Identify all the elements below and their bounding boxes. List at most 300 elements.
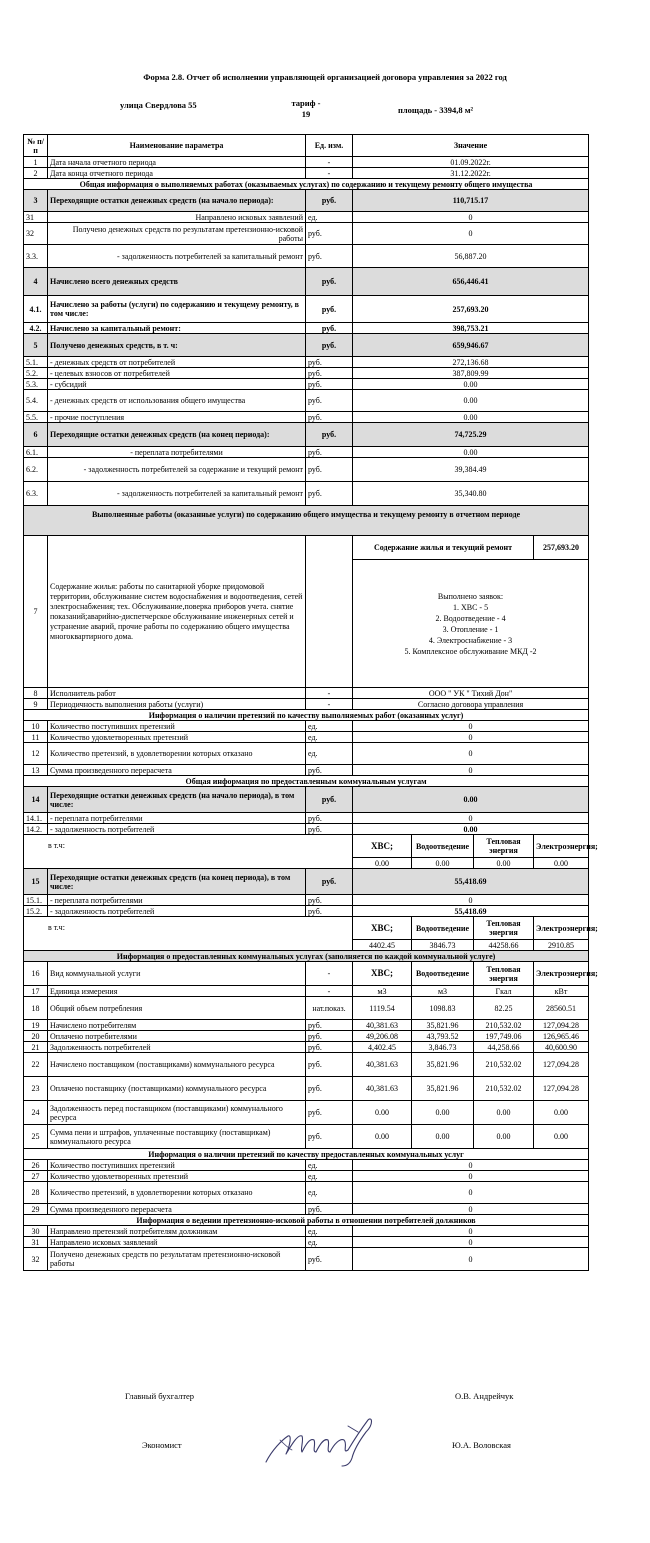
- service-header: Водоотведение: [412, 835, 474, 858]
- tarif-label: тариф -: [291, 98, 321, 108]
- row-unit: руб.: [306, 245, 353, 268]
- row-name: Переходящие остатки денежных средств (на конец периода):: [48, 423, 306, 447]
- row-num: 13: [24, 765, 48, 776]
- table-row: [24, 721, 589, 732]
- row-unit: руб.: [306, 895, 353, 906]
- row-num: 31: [24, 212, 48, 223]
- row-value: 0: [353, 1182, 589, 1204]
- row-value: 0: [353, 1226, 589, 1237]
- service-header: Электроэнергия;: [534, 835, 589, 858]
- row-value: 4,402.45: [353, 1042, 412, 1053]
- table-row: [24, 190, 589, 212]
- section-title: Общая информация о выполняемых работах (оказываемых услугах) по содержанию и текущему ремонту общего имущества: [24, 179, 589, 190]
- row-name: Начислено поставщиком (поставщиками) коммунального ресурса: [48, 1053, 306, 1077]
- tarif-value: 19: [301, 109, 311, 119]
- row-name: Переходящие остатки денежных средств (на начало периода):: [48, 190, 306, 212]
- table-row: [24, 962, 589, 986]
- row-name: - денежных средств от использования общего имущества: [48, 390, 306, 412]
- row-value: 0: [353, 1171, 589, 1182]
- row-unit: руб.: [306, 1042, 353, 1053]
- service-header: Тепловая энергия: [474, 962, 534, 986]
- row-name: Начислено потребителям: [48, 1020, 306, 1031]
- row-num: 24: [24, 1101, 48, 1125]
- row-name: Вид коммунальной услуги: [48, 962, 306, 986]
- row-num: 21: [24, 1042, 48, 1053]
- section-row: [24, 951, 589, 962]
- chief-accountant-role: Главный бухгалтер: [125, 1391, 195, 1401]
- row-value: 127,094.28: [534, 1077, 589, 1101]
- row-num: 32: [24, 223, 48, 245]
- row-value: 40,600.90: [534, 1042, 589, 1053]
- table-row: [24, 296, 589, 323]
- row-num: 12: [24, 743, 48, 765]
- row-name: Количество претензий, в удовлетворении которых отказано: [48, 743, 306, 765]
- service-header: ХВС;: [353, 917, 412, 940]
- row-unit: руб.: [306, 1125, 353, 1149]
- row-unit: руб.: [306, 423, 353, 447]
- row-num: 30: [24, 1226, 48, 1237]
- row-num: 14: [24, 787, 48, 813]
- row-name: Сумма произведенного перерасчета: [48, 765, 306, 776]
- service-header: Электроэнергия;: [534, 962, 589, 986]
- row-num: 4.1.: [24, 296, 48, 323]
- row-name: Задолженность перед поставщиком (поставщиками) коммунального ресурса: [48, 1101, 306, 1125]
- row-value: 0: [353, 1160, 589, 1171]
- row-num: 10: [24, 721, 48, 732]
- request-item: 5. Комплексное обслуживание МКД -2: [404, 646, 537, 656]
- row-value: 110,715.17: [353, 190, 589, 212]
- table-row: [24, 906, 589, 917]
- row-unit: руб.: [306, 390, 353, 412]
- row-num: 3: [24, 190, 48, 212]
- request-item: 1. ХВС - 5: [452, 602, 489, 612]
- works-head-value: 257,693.20: [534, 536, 589, 560]
- row-name: - задолженность потребителей за капитальный ремонт: [48, 245, 306, 268]
- row-unit: -: [306, 157, 353, 168]
- table-row: [24, 1160, 589, 1171]
- row-num: 15: [24, 869, 48, 895]
- table-row: [24, 917, 589, 940]
- row-value: 0.00: [412, 1125, 474, 1149]
- service-header: Водоотведение: [412, 917, 474, 940]
- row-unit: руб.: [306, 869, 353, 895]
- row-name: Получено денежных средств, в т. ч:: [48, 334, 306, 357]
- row-num: 31: [24, 1237, 48, 1248]
- row-num: 15.1.: [24, 895, 48, 906]
- row-unit: руб.: [306, 458, 353, 482]
- row-name: Количество удовлетворенных претензий: [48, 732, 306, 743]
- row-value: м3: [412, 986, 474, 997]
- row-name: Количество поступивших претензий: [48, 721, 306, 732]
- table-row: [24, 458, 589, 482]
- row-name: Начислено за работы (услуги) по содержанию и текущему ремонту, в том числе:: [48, 296, 306, 323]
- table-row: [24, 368, 589, 379]
- row-num: 7: [24, 536, 48, 688]
- row-num: 2: [24, 168, 48, 179]
- row-num: 6.2.: [24, 458, 48, 482]
- row-num: 28: [24, 1182, 48, 1204]
- table-row: [24, 1248, 589, 1271]
- service-value: 3846.73: [412, 940, 474, 951]
- row-unit: -: [306, 962, 353, 986]
- row-value: 55,418.69: [353, 906, 589, 917]
- col-name: Наименование параметра: [48, 135, 306, 157]
- col-value: Значение: [353, 135, 589, 157]
- row-value: 0.00: [353, 379, 589, 390]
- row-value: 257,693.20: [353, 296, 589, 323]
- row-value: 0: [353, 765, 589, 776]
- row-value: 272,136.68: [353, 357, 589, 368]
- row-value: 39,384.49: [353, 458, 589, 482]
- row-value: 0.00: [353, 787, 589, 813]
- row-unit: руб.: [306, 1248, 353, 1271]
- row-value: 01.09.2022г.: [353, 157, 589, 168]
- row-unit: руб.: [306, 268, 353, 296]
- handwritten-signature-icon: [262, 1410, 380, 1470]
- table-row: [24, 986, 589, 997]
- request-item: 3. Отопление - 1: [442, 624, 499, 634]
- row-value: 0.00: [353, 412, 589, 423]
- row-name: Оплачено потребителями: [48, 1031, 306, 1042]
- row-unit: ед.: [306, 1160, 353, 1171]
- row-num: 5.4.: [24, 390, 48, 412]
- row-unit: ед.: [306, 743, 353, 765]
- row-name: Количество удовлетворенных претензий: [48, 1171, 306, 1182]
- row-name: - прочие поступления: [48, 412, 306, 423]
- row-name: - субсидий: [48, 379, 306, 390]
- row-unit: руб.: [306, 906, 353, 917]
- row-name: - переплата потребителями: [48, 447, 306, 458]
- breakdown-label: в т.ч:: [24, 835, 353, 869]
- row-name: - переплата потребителями: [48, 895, 306, 906]
- report-table: [23, 134, 598, 1271]
- economist-role: Экономист: [142, 1440, 182, 1450]
- row-value: 35,821.96: [412, 1053, 474, 1077]
- service-header: Тепловая энергия: [474, 917, 534, 940]
- row-value: 31.12.2022г.: [353, 168, 589, 179]
- row-value: 0.00: [534, 1125, 589, 1149]
- service-value: 44258.66: [474, 940, 534, 951]
- section-row: [24, 776, 589, 787]
- table-row: [24, 688, 589, 699]
- row-value: 28560.51: [534, 997, 589, 1020]
- row-num: 14.1.: [24, 813, 48, 824]
- area: площадь - 3394,8 м²: [398, 105, 474, 115]
- row-value: ООО " УК " Тихий Дон": [353, 688, 589, 699]
- section-row: [24, 506, 589, 536]
- row-num: 1: [24, 157, 48, 168]
- row-unit: руб.: [306, 482, 353, 506]
- table-row: [24, 1077, 589, 1101]
- row-value: 387,809.99: [353, 368, 589, 379]
- row-value: 0: [353, 721, 589, 732]
- table-row: [24, 357, 589, 368]
- row-unit: руб.: [306, 357, 353, 368]
- row-value: 398,753.21: [353, 323, 589, 334]
- row-unit: ед.: [306, 1237, 353, 1248]
- row-value: 0: [353, 813, 589, 824]
- col-unit: Ед. изм.: [306, 135, 353, 157]
- row-num: 4.2.: [24, 323, 48, 334]
- row-num: 17: [24, 986, 48, 997]
- service-header: ХВС;: [353, 962, 412, 986]
- service-header: Тепловая энергия: [474, 835, 534, 858]
- table-row: [24, 447, 589, 458]
- table-row: [24, 1020, 589, 1031]
- row-value: 0.00: [353, 447, 589, 458]
- row-value: 0: [353, 223, 589, 245]
- row-unit: руб.: [306, 813, 353, 824]
- table-row: [24, 245, 589, 268]
- table-row: [24, 1182, 589, 1204]
- row-value: 210,532.02: [474, 1077, 534, 1101]
- table-row: [24, 765, 589, 776]
- table-row: [24, 699, 589, 710]
- row-name: Дата начала отчетного периода: [48, 157, 306, 168]
- row-value: 1119.54: [353, 997, 412, 1020]
- row-value: м3: [353, 986, 412, 997]
- row-value: 0.00: [474, 1125, 534, 1149]
- row-name: Направлено исковых заявлений: [48, 1237, 306, 1248]
- row-value: 49,206.08: [353, 1031, 412, 1042]
- row-value: 35,821.96: [412, 1077, 474, 1101]
- row-num: 16: [24, 962, 48, 986]
- col-num: № п/п: [24, 135, 48, 157]
- row-num: 3.3.: [24, 245, 48, 268]
- row-num: 23: [24, 1077, 48, 1101]
- table-row: [24, 334, 589, 357]
- tarif: [276, 98, 336, 120]
- row-unit: руб.: [306, 323, 353, 334]
- row-name: Получено денежных средств по результатам претензионно-исковой работы: [48, 223, 306, 245]
- row-unit: руб.: [306, 1077, 353, 1101]
- row-name: Содержание жилья: работы по санитарной уборке придомовой территории, обслуживание систем водоснабжения и водоотведения, сетей электроснабжения; тех. Обслуживание,поверка приборов учета. снятие показаний;аварийно-диспетчерское обслуживание инженерных сетей и устранение аварий, прочие работы по содержанию общего имущества многоквартирного дома.: [48, 536, 306, 688]
- row-unit: руб.: [306, 765, 353, 776]
- row-unit: руб.: [306, 1053, 353, 1077]
- row-num: 6.3.: [24, 482, 48, 506]
- chief-accountant-name: О.В. Андрейчук: [455, 1391, 514, 1401]
- table-row: [24, 743, 589, 765]
- row-num: 4: [24, 268, 48, 296]
- row-num: 11: [24, 732, 48, 743]
- row-unit: -: [306, 699, 353, 710]
- row-name: Переходящие остатки денежных средств (на конец периода), в том числе:: [48, 869, 306, 895]
- service-value: 0.00: [474, 858, 534, 869]
- row-name: Задолженность потребителей: [48, 1042, 306, 1053]
- row-value: 35,340.80: [353, 482, 589, 506]
- row-value: 43,793.52: [412, 1031, 474, 1042]
- table-row: [24, 732, 589, 743]
- row-num: 25: [24, 1125, 48, 1149]
- request-item: 2. Водоотведение - 4: [435, 613, 506, 623]
- table-row: [24, 869, 589, 895]
- row-value: 0.00: [353, 390, 589, 412]
- requests-title: Выполнено заявок:: [437, 591, 504, 601]
- service-value: 2910.85: [534, 940, 589, 951]
- row-value: 0: [353, 1237, 589, 1248]
- row-value: 127,094.28: [534, 1020, 589, 1031]
- row-num: 5.5.: [24, 412, 48, 423]
- service-value: 0.00: [353, 858, 412, 869]
- requests-cell: [353, 560, 589, 688]
- row-name: Дата конца отчетного периода: [48, 168, 306, 179]
- row-value: 197,749.06: [474, 1031, 534, 1042]
- row-unit: руб.: [306, 334, 353, 357]
- row-name: Количество поступивших претензий: [48, 1160, 306, 1171]
- row-num: 6: [24, 423, 48, 447]
- table-row: [24, 223, 589, 245]
- row-name: - задолженность потребителей: [48, 824, 306, 835]
- table-row: [24, 536, 589, 560]
- address: улица Свердлова 55: [120, 100, 197, 110]
- table-row: [24, 997, 589, 1020]
- table-row: [24, 323, 589, 334]
- row-value: 82.25: [474, 997, 534, 1020]
- row-name: - задолженность потребителей за капитальный ремонт: [48, 482, 306, 506]
- table-header-row: [24, 135, 589, 157]
- row-unit: -: [306, 986, 353, 997]
- row-num: 6.1.: [24, 447, 48, 458]
- table-row: [24, 1125, 589, 1149]
- row-num: 26: [24, 1160, 48, 1171]
- service-header: Электроэнергия;: [534, 917, 589, 940]
- row-value: 127,094.28: [534, 1053, 589, 1077]
- table-row: [24, 412, 589, 423]
- row-unit: руб.: [306, 824, 353, 835]
- table-row: [24, 1171, 589, 1182]
- section-title: Информация о наличии претензий по качеству выполняемых работ (оказанных услуг): [24, 710, 589, 721]
- row-name: Переходящие остатки денежных средств (на начало периода), в том числе:: [48, 787, 306, 813]
- table-row: [24, 390, 589, 412]
- row-unit: ед.: [306, 732, 353, 743]
- row-value: кВт: [534, 986, 589, 997]
- service-value: 0.00: [412, 858, 474, 869]
- section-title: Информация о предоставленных коммунальных услугах (заполняется по каждой коммунальной услуге): [24, 951, 589, 962]
- row-value: 0: [353, 743, 589, 765]
- row-unit: руб.: [306, 190, 353, 212]
- row-value: 0: [353, 1248, 589, 1271]
- row-num: 22: [24, 1053, 48, 1077]
- row-unit: ед.: [306, 721, 353, 732]
- table-row: [24, 1042, 589, 1053]
- row-value: 40,381.63: [353, 1053, 412, 1077]
- row-value: 0.00: [412, 1101, 474, 1125]
- row-name: - целевых взносов от потребителей: [48, 368, 306, 379]
- row-value: 55,418.69: [353, 869, 589, 895]
- row-num: 9: [24, 699, 48, 710]
- table-row: [24, 1101, 589, 1125]
- row-unit: руб.: [306, 787, 353, 813]
- row-value: 0: [353, 895, 589, 906]
- row-unit: [306, 536, 353, 688]
- section-row: [24, 710, 589, 721]
- row-unit: руб.: [306, 1020, 353, 1031]
- row-value: 56,887.20: [353, 245, 589, 268]
- section-title: Информация о ведении претензионно-исковой работы в отношении потребителей должников: [24, 1215, 589, 1226]
- row-name: - переплата потребителями: [48, 813, 306, 824]
- row-value: 0.00: [534, 1101, 589, 1125]
- table-row: [24, 824, 589, 835]
- row-value: Гкал: [474, 986, 534, 997]
- table-row: [24, 813, 589, 824]
- breakdown-label: в т.ч:: [24, 917, 353, 951]
- row-unit: руб.: [306, 412, 353, 423]
- row-name: Единица измерения: [48, 986, 306, 997]
- row-name: Начислено всего денежных средств: [48, 268, 306, 296]
- row-unit: ед.: [306, 1226, 353, 1237]
- row-name: Направлено исковых заявлений: [48, 212, 306, 223]
- row-value: 40,381.63: [353, 1077, 412, 1101]
- section-title: Выполненные работы (оказанные услуги) по содержанию общего имущества и текущему ремонту в отчетном периоде: [24, 506, 589, 536]
- row-value: 0.00: [353, 1101, 412, 1125]
- row-unit: руб.: [306, 1031, 353, 1042]
- row-unit: ед.: [306, 1171, 353, 1182]
- row-unit: руб.: [306, 379, 353, 390]
- table-row: [24, 1226, 589, 1237]
- row-num: 20: [24, 1031, 48, 1042]
- row-value: 44,258.66: [474, 1042, 534, 1053]
- row-num: 5.1.: [24, 357, 48, 368]
- row-unit: -: [306, 688, 353, 699]
- table-row: [24, 787, 589, 813]
- row-value: 40,381.63: [353, 1020, 412, 1031]
- row-unit: руб.: [306, 1101, 353, 1125]
- table-row: [24, 268, 589, 296]
- row-name: Общий объем потребления: [48, 997, 306, 1020]
- section-title: Информация о наличии претензий по качеству предоставленных коммунальных услуг: [24, 1149, 589, 1160]
- row-value: 0.00: [353, 824, 589, 835]
- row-num: 19: [24, 1020, 48, 1031]
- row-value: 3,846.73: [412, 1042, 474, 1053]
- row-num: 5.3.: [24, 379, 48, 390]
- service-value: 4402.45: [353, 940, 412, 951]
- row-unit: руб.: [306, 368, 353, 379]
- row-name: Исполнитель работ: [48, 688, 306, 699]
- section-row: [24, 1149, 589, 1160]
- row-value: 74,725.29: [353, 423, 589, 447]
- row-value: 659,946.67: [353, 334, 589, 357]
- row-unit: ед.: [306, 1182, 353, 1204]
- service-header: ХВС;: [353, 835, 412, 858]
- row-name: Сумма пени и штрафов, уплаченные поставщику (поставщикам) коммунального ресурса: [48, 1125, 306, 1149]
- row-value: 1098.83: [412, 997, 474, 1020]
- row-unit: руб.: [306, 223, 353, 245]
- row-name: - задолженность потребителей за содержание и текущий ремонт: [48, 458, 306, 482]
- table-row: [24, 423, 589, 447]
- row-value: 0: [353, 1204, 589, 1215]
- row-name: Количество претензий, в удовлетворении которых отказано: [48, 1182, 306, 1204]
- section-row: [24, 179, 589, 190]
- service-value: 0.00: [534, 858, 589, 869]
- service-header: Водоотведение: [412, 962, 474, 986]
- table-row: [24, 212, 589, 223]
- row-name: Сумма произведенного перерасчета: [48, 1204, 306, 1215]
- row-unit: нат.показ.: [306, 997, 353, 1020]
- row-num: 29: [24, 1204, 48, 1215]
- row-value: 0: [353, 212, 589, 223]
- table-row: [24, 835, 589, 858]
- section-row: [24, 1215, 589, 1226]
- economist-name: Ю.А. Воловская: [452, 1440, 511, 1450]
- row-value: 210,532.02: [474, 1020, 534, 1031]
- report-title: Форма 2.8. Отчет об исполнении управляющей организацией договора управления за 2022 год: [143, 72, 507, 82]
- row-num: 18: [24, 997, 48, 1020]
- row-value: 0.00: [474, 1101, 534, 1125]
- row-name: Получено денежных средств по результатам претензионно-исковой работы: [48, 1248, 306, 1271]
- row-value: 0: [353, 732, 589, 743]
- row-num: 32: [24, 1248, 48, 1271]
- table-row: [24, 168, 589, 179]
